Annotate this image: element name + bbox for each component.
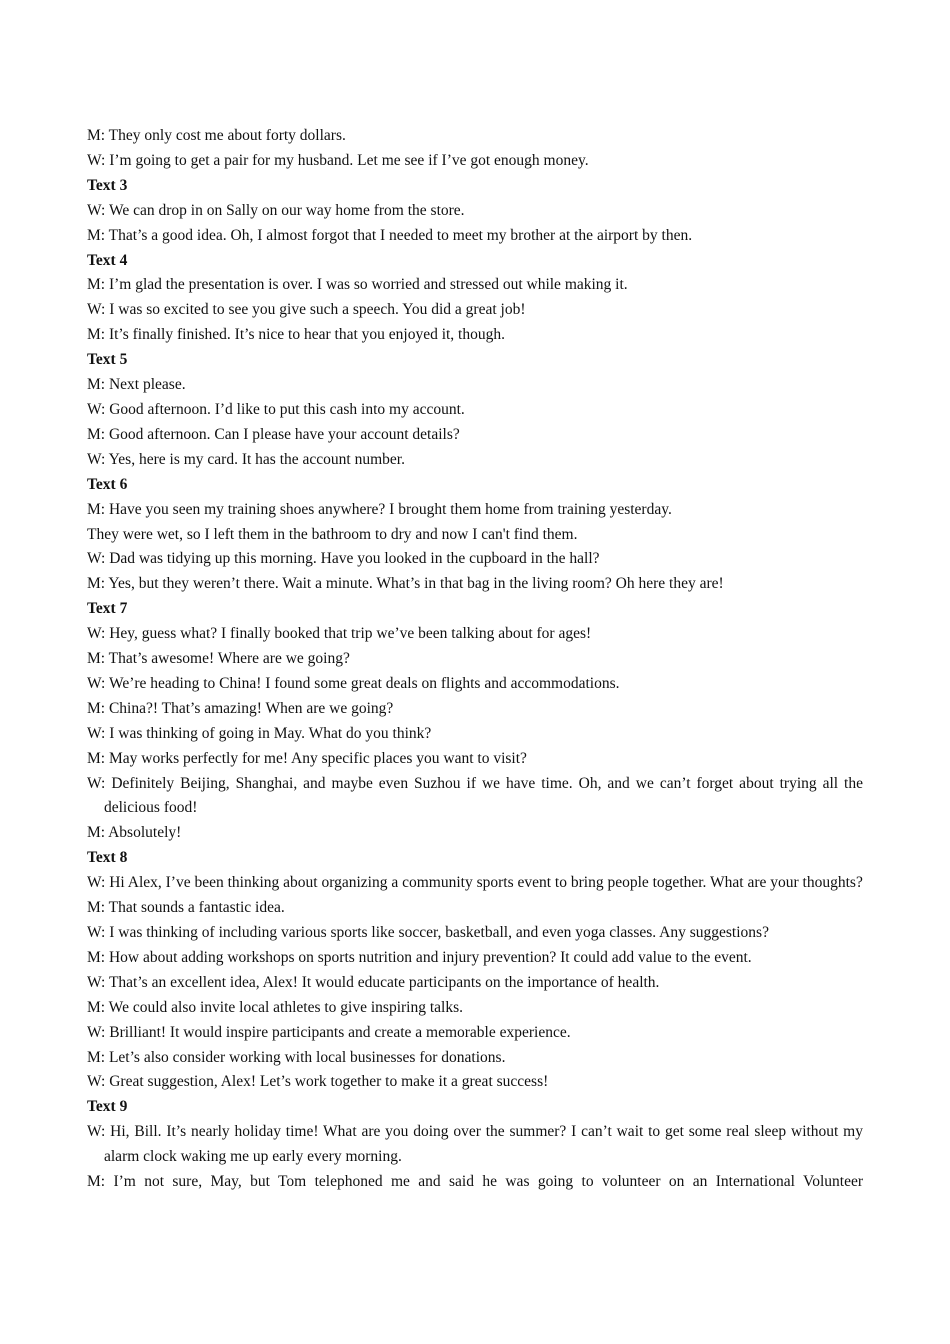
dialogue-line: M: May works perfectly for me! Any specific places you want to visit?	[87, 749, 527, 767]
section-heading: Text 6	[87, 475, 128, 493]
dialogue-line: W: We can drop in on Sally on our way home from the store.	[87, 201, 465, 219]
dialogue-line: M: That’s a good idea. Oh, I almost forgot that I needed to meet my brother at the airport by then.	[87, 226, 693, 244]
dialogue-line: M: They only cost me about forty dollars.	[87, 127, 346, 144]
dialogue-line: W: That’s an excellent idea, Alex! It would educate participants on the importance of health.	[87, 973, 660, 991]
section-heading: Text 8	[87, 849, 128, 867]
section-heading: Text 7	[87, 600, 128, 618]
dialogue-line: W: Good afternoon. I’d like to put this cash into my account.	[87, 400, 465, 418]
dialogue-line: M: That’s awesome! Where are we going?	[87, 650, 350, 668]
dialogue-line: M: Let’s also consider working with local businesses for donations.	[87, 1048, 506, 1066]
transcript-body	[87, 124, 863, 1195]
dialogue-line: M: Good afternoon. Can I please have your account details?	[87, 425, 460, 443]
dialogue-line: M: Absolutely!	[87, 824, 182, 842]
dialogue-line: M: We could also invite local athletes to give inspiring talks.	[87, 998, 463, 1016]
dialogue-line: W: Great suggestion, Alex! Let’s work together to make it a great success!	[87, 1073, 549, 1091]
dialogue-line: M: How about adding workshops on sports nutrition and injury prevention? It could add value to the event.	[87, 948, 752, 966]
dialogue-line: M: I’m glad the presentation is over. I was so worried and stressed out while making it.	[87, 276, 628, 294]
dialogue-line: W: I was so excited to see you give such a speech. You did a great job!	[87, 301, 526, 319]
dialogue-line: M: Next please.	[87, 376, 186, 394]
section-heading: Text 5	[87, 351, 128, 369]
section-heading: Text 3	[87, 176, 128, 194]
dialogue-line: W: Yes, here is my card. It has the account number.	[87, 450, 405, 468]
dialogue-line: M: I’m not sure, May, but Tom telephoned me and said he was going to volunteer on an International Volunteer	[87, 1173, 863, 1191]
dialogue-line: They were wet, so I left them in the bathroom to dry and now I can't find them.	[87, 525, 578, 543]
dialogue-line: W: Dad was tidying up this morning. Have you looked in the cupboard in the hall?	[87, 550, 600, 568]
dialogue-line: W: We’re heading to China! I found some great deals on flights and accommodations.	[87, 674, 620, 692]
dialogue-line: W: I was thinking of going in May. What do you think?	[87, 724, 432, 742]
dialogue-line: M: That sounds a fantastic idea.	[87, 899, 285, 917]
dialogue-line: W: Hi Alex, I’ve been thinking about organizing a community sports event to bring people together. What are your thoughts?	[87, 874, 863, 892]
dialogue-line: W: I’m going to get a pair for my husband. Let me see if I’ve got enough money.	[87, 151, 589, 169]
dialogue-line: W: Hey, guess what? I finally booked that trip we’ve been talking about for ages!	[87, 625, 592, 643]
dialogue-line: W: Hi, Bill. It’s nearly holiday time! What are you doing over the summer? I can’t wait to get some real sleep without my alarm clock waking me up early every morning.	[87, 1123, 863, 1166]
dialogue-line: M: Have you seen my training shoes anywhere? I brought them home from training yesterday.	[87, 500, 672, 518]
dialogue-line: M: Yes, but they weren’t there. Wait a minute. What’s in that bag in the living room? Oh here they are!	[87, 575, 724, 593]
section-heading: Text 9	[87, 1098, 128, 1116]
dialogue-line: M: It’s finally finished. It’s nice to hear that you enjoyed it, though.	[87, 326, 505, 344]
dialogue-line: W: Definitely Beijing, Shanghai, and maybe even Suzhou if we have time. Oh, and we can’t forget about trying all the delicious food!	[87, 774, 863, 817]
dialogue-line: W: Brilliant! It would inspire participants and create a memorable experience.	[87, 1023, 571, 1041]
dialogue-line: W: I was thinking of including various sports like soccer, basketball, and even yoga classes. Any suggestions?	[87, 924, 769, 941]
dialogue-line: M: China?! That’s amazing! When are we going?	[87, 699, 394, 717]
section-heading: Text 4	[87, 251, 128, 269]
